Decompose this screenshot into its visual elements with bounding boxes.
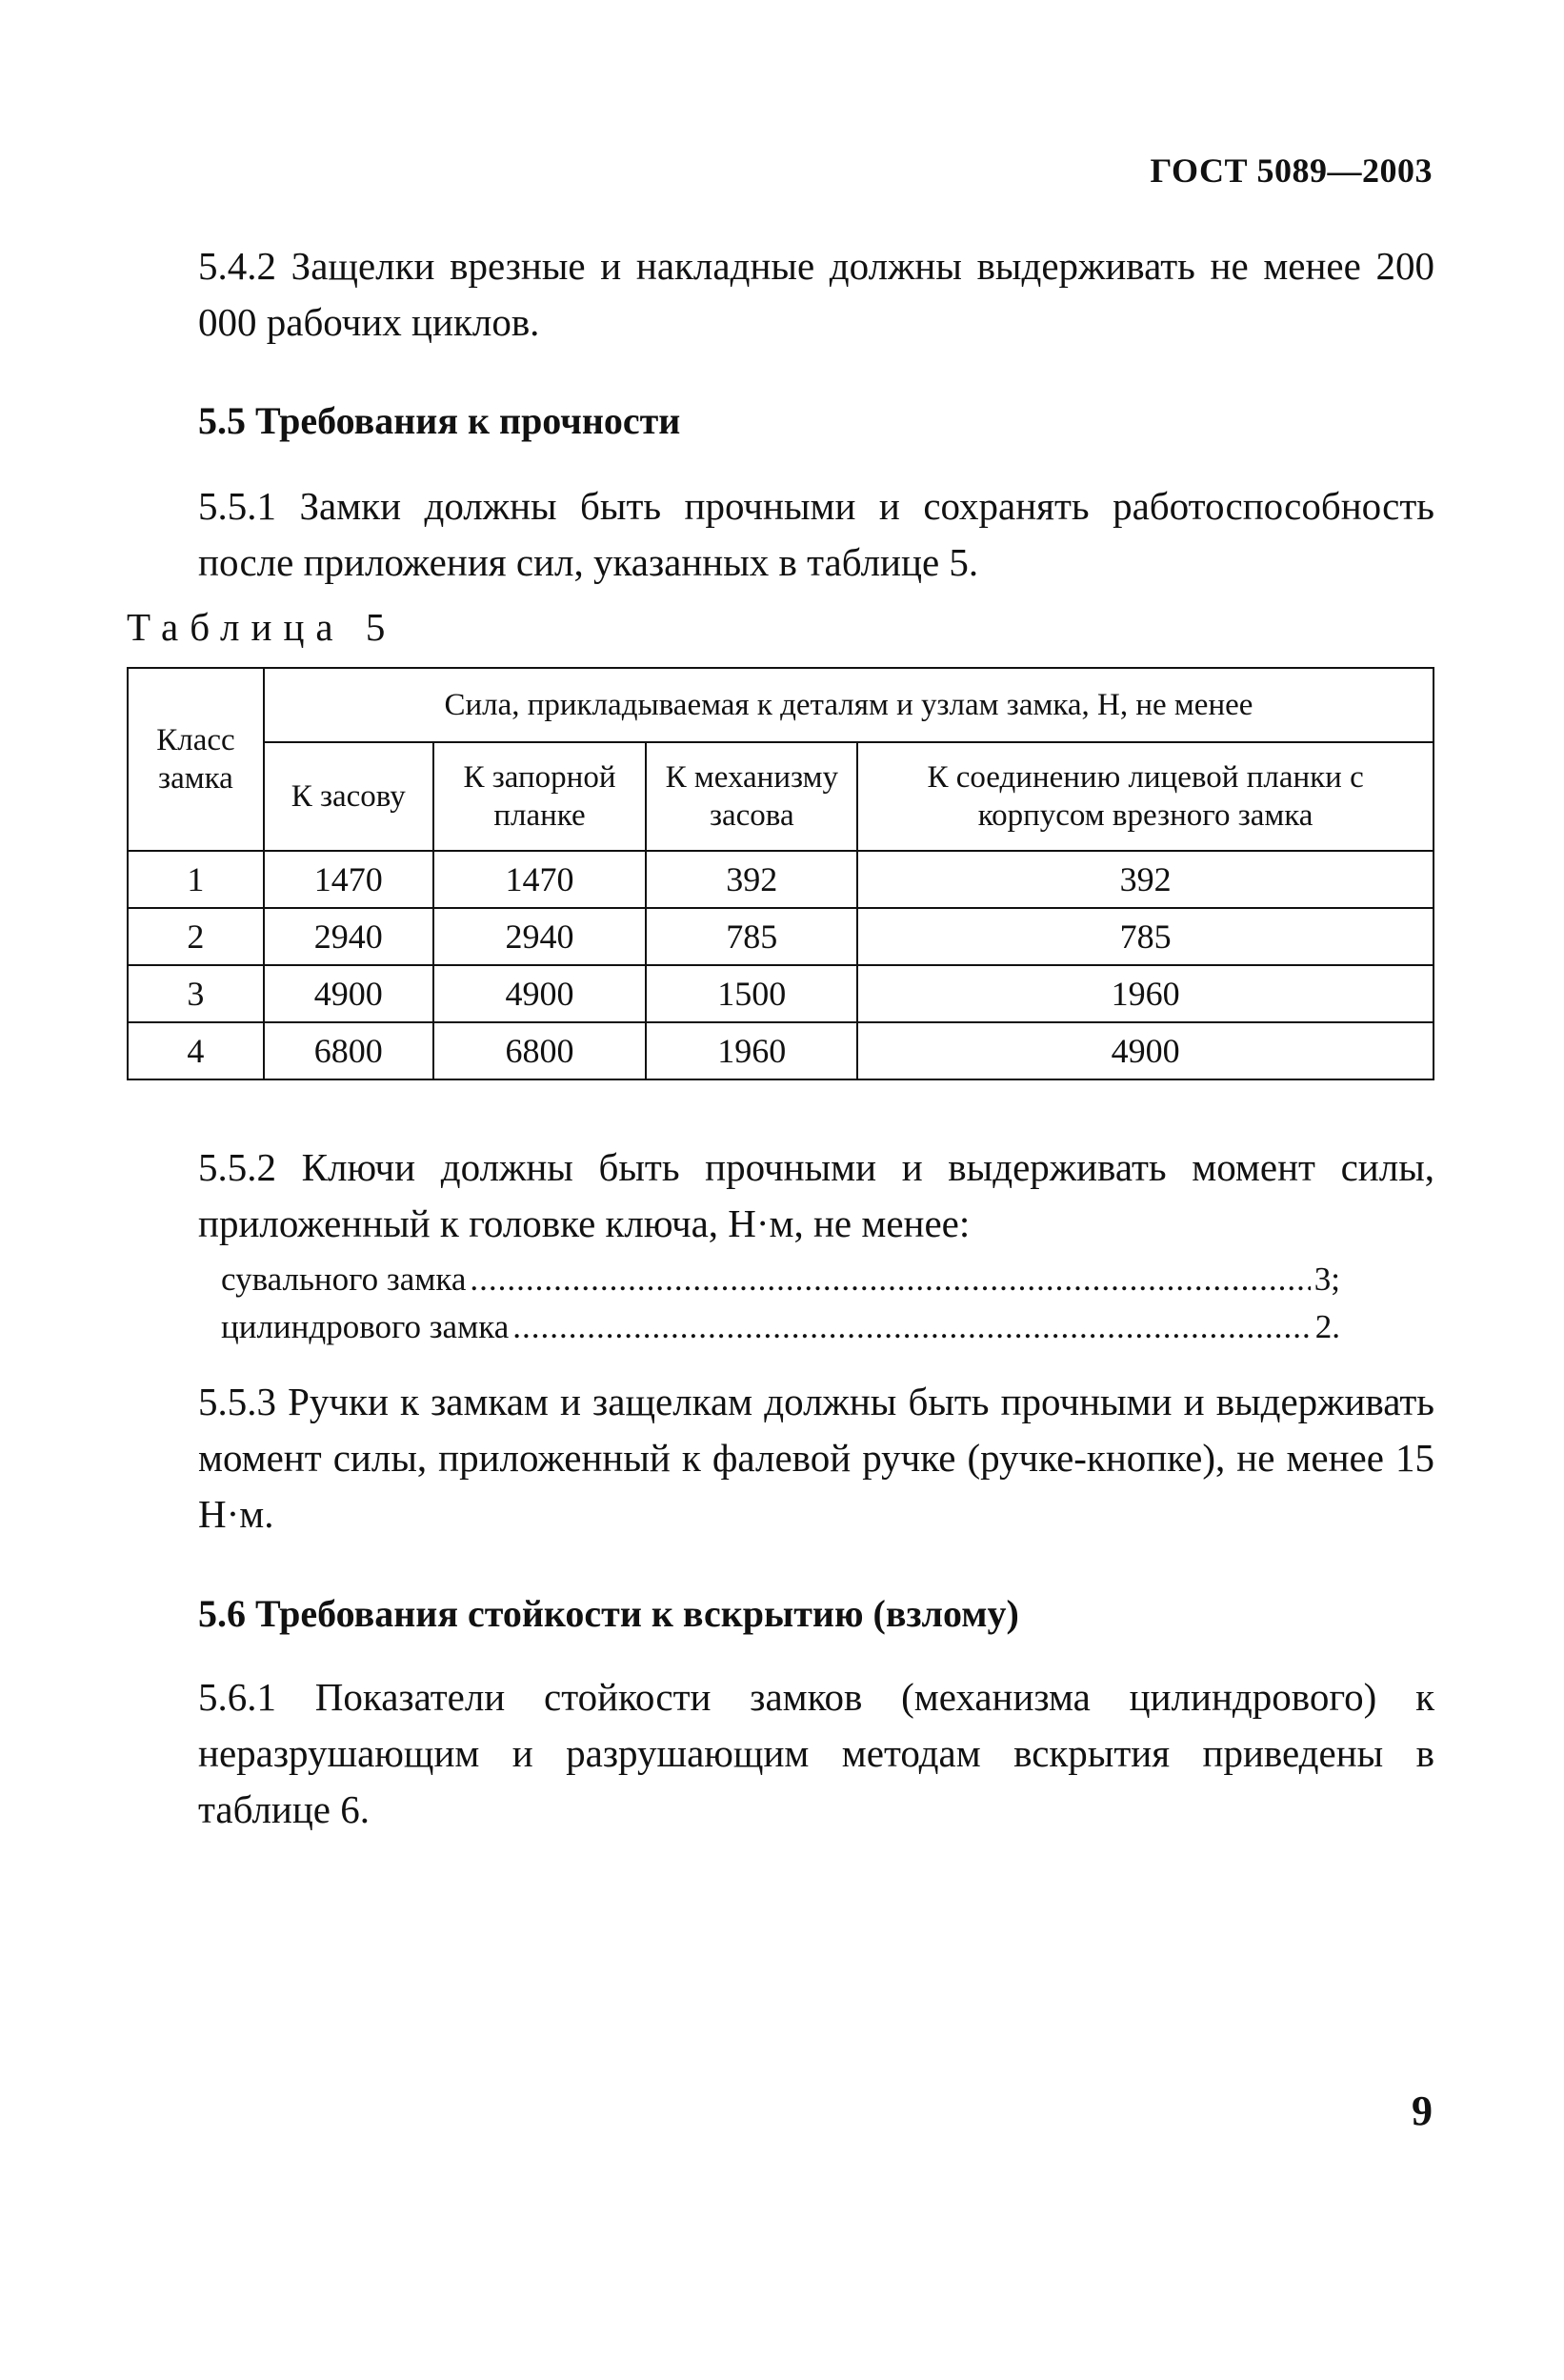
table-cell: 2940 [433,908,647,965]
torque-value: 2. [1314,1308,1340,1345]
table-cell: 4900 [433,965,647,1022]
table-cell: 392 [646,851,857,908]
torque-label: цилиндрового замка [221,1308,510,1345]
table-header-col: К механизму засова [646,742,857,851]
dot-leader [470,1256,1310,1303]
table-cell: 1 [128,851,264,908]
table-cell: 392 [857,851,1434,908]
table-header-class: Класс замка [128,668,264,851]
table-cell: 2940 [264,908,433,965]
paragraph-5-4-2: 5.4.2 Защелки врезные и накладные должны выдерживать не менее 200 000 рабочих циклов. [198,244,1434,344]
table-cell: 4900 [857,1022,1434,1079]
paragraph-5-6-1: 5.6.1 Показатели стойкости замков (механизма цилиндрового) к неразрушающим и разрушающим методам вскрытия приведены в таблице 6. [198,1675,1434,1831]
heading-5-6: 5.6 Требования стойкости к вскрытию (взлому) [198,1592,1019,1635]
table-row [128,1022,1434,1079]
table-header-col: К засову [264,742,433,851]
table-row [128,908,1434,965]
paragraph-5-5-3: 5.5.3 Ручки к замкам и защелкам должны быть прочными и выдерживать момент силы, приложенный к фалевой ручке (ручке-кнопке), не менее 15 Н·м. [198,1380,1434,1536]
table-header-group: Сила, прикладываемая к деталям и узлам замка, Н, не менее [264,668,1434,742]
table-5 [127,667,1434,1080]
key-torque-list [221,1256,1340,1351]
torque-value: 3; [1313,1261,1340,1298]
page-number: 9 [1412,2088,1433,2134]
table-row [128,965,1434,1022]
table-header-col: К запорной планке [433,742,647,851]
paragraph-5-5-2: 5.5.2 Ключи должны быть прочными и выдерживать момент силы, приложенный к головке ключа, Н·м, не менее: [198,1145,1434,1245]
list-item [221,1256,1340,1303]
heading-5-5: 5.5 Требования к прочности [198,399,681,442]
table-cell: 4 [128,1022,264,1079]
document-header: ГОСТ 5089—2003 [1150,151,1433,190]
table-cell: 3 [128,965,264,1022]
table-cell: 1960 [857,965,1434,1022]
torque-label: сувального замка [221,1261,467,1298]
table-cell: 785 [646,908,857,965]
table-caption: Таблица 5 [127,605,397,649]
table-cell: 6800 [264,1022,433,1079]
table-row [128,851,1434,908]
paragraph-5-5-1: 5.5.1 Замки должны быть прочными и сохранять работоспособность после приложения сил, указанных в таблице 5. [198,484,1434,584]
table-cell: 1470 [433,851,647,908]
list-item [221,1303,1340,1351]
table-cell: 2 [128,908,264,965]
table-cell: 1470 [264,851,433,908]
table-header-col: К соединению лицевой планки с корпусом врезного замка [857,742,1434,851]
table-cell: 1960 [646,1022,857,1079]
table-cell: 4900 [264,965,433,1022]
dot-leader [512,1303,1312,1351]
table-cell: 1500 [646,965,857,1022]
table-cell: 6800 [433,1022,647,1079]
table-cell: 785 [857,908,1434,965]
